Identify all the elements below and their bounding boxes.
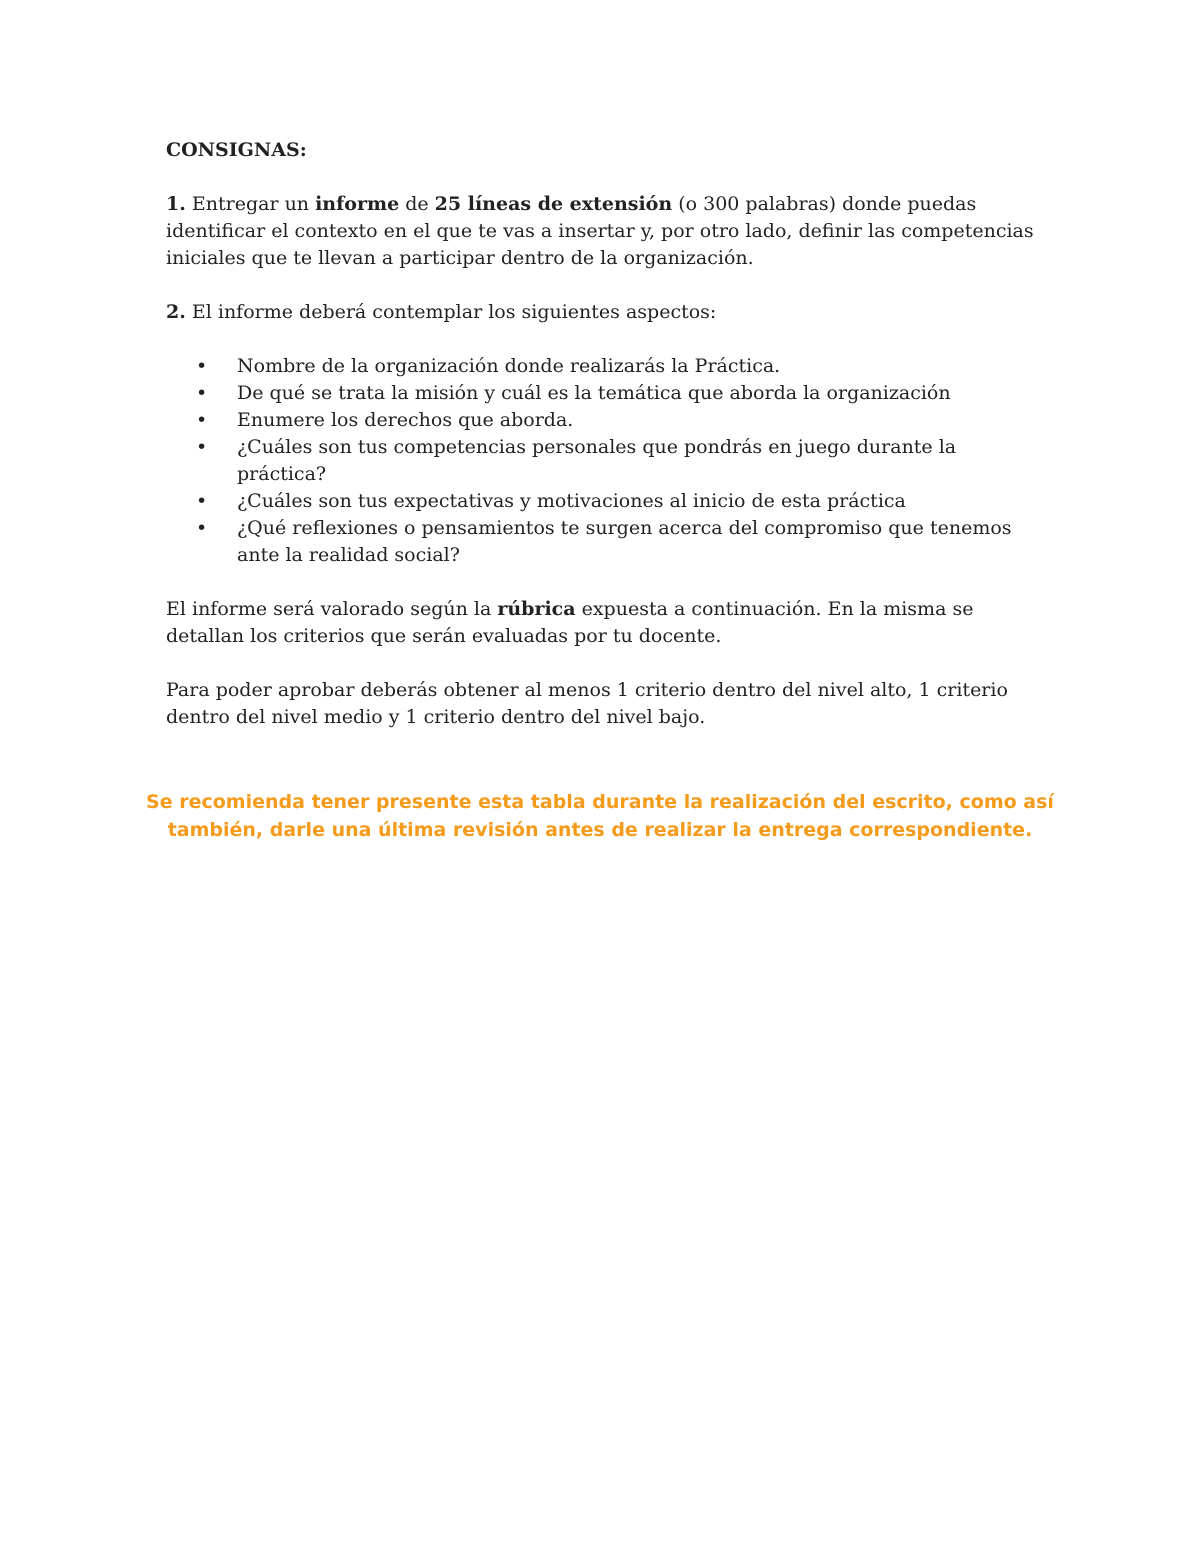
- bullet-icon: •: [196, 382, 208, 404]
- list-item: [166, 380, 1046, 407]
- instruction-1: [166, 191, 1046, 272]
- bullet-icon: •: [196, 409, 208, 431]
- approval-paragraph: Para poder aprobar deberás obtener al menos 1 criterio dentro del nivel alto, 1 criterio dentro del nivel medio y 1 criterio dentro del nivel bajo.: [166, 679, 1008, 728]
- instruction-1-text-b: de: [399, 193, 435, 215]
- instruction-2-number: 2.: [166, 301, 186, 323]
- bullet-icon: •: [196, 517, 208, 539]
- instruction-2-text: El informe deberá contemplar los siguientes aspectos:: [185, 301, 717, 323]
- rubric-bold: rúbrica: [497, 598, 576, 620]
- list-item-text: De qué se trata la misión y cuál es la temática que aborda la organización: [237, 382, 951, 404]
- rubric-text-b: expuesta a continuación. En la misma se detallan los criterios que serán evaluadas por tu docente.: [166, 598, 974, 647]
- recommendation-line-2: también, darle una última revisión antes de realizar la entrega correspondiente.: [167, 819, 1033, 841]
- instruction-1-text-c: (o 300 palabras) donde puedas identificar el contexto en el que te vas a insertar y, por otro lado, definir las competencias iniciales que te llevan a participar dentro de la organización.: [166, 193, 1034, 269]
- aspects-list: [166, 353, 1046, 569]
- list-item: [166, 353, 1046, 380]
- bullet-icon: •: [196, 490, 208, 512]
- list-item: [166, 488, 1046, 515]
- instruction-1-bold-extension: 25 líneas de extensión: [434, 193, 673, 215]
- bullet-icon: •: [196, 436, 208, 458]
- list-item-text: ¿Qué reflexiones o pensamientos te surgen acerca del compromiso que tenemos ante la realidad social?: [237, 517, 1012, 566]
- list-item-text: Nombre de la organización donde realizarás la Práctica.: [237, 355, 781, 377]
- list-item: [166, 515, 1046, 569]
- list-item: [166, 407, 1046, 434]
- instruction-1-bold-informe: informe: [315, 193, 400, 215]
- recommendation-note: [100, 788, 1100, 844]
- instruction-2: [166, 299, 1046, 326]
- instruction-1-text-a: Entregar un: [185, 193, 316, 215]
- list-item-text: Enumere los derechos que aborda.: [237, 409, 574, 431]
- list-item-text: ¿Cuáles son tus competencias personales que pondrás en juego durante la práctica?: [237, 436, 957, 485]
- page-title: CONSIGNAS:: [166, 139, 307, 161]
- rubric-paragraph: [166, 596, 1046, 650]
- list-item-text: ¿Cuáles son tus expectativas y motivaciones al inicio de esta práctica: [237, 490, 906, 512]
- recommendation-line-1: Se recomienda tener presente esta tabla durante la realización del escrito, como así: [146, 791, 1054, 813]
- instruction-1-number: 1.: [166, 193, 186, 215]
- list-item: [166, 434, 1046, 488]
- rubric-text-a: El informe será valorado según la: [166, 598, 498, 620]
- bullet-icon: •: [196, 355, 208, 377]
- document-body: [166, 137, 1046, 758]
